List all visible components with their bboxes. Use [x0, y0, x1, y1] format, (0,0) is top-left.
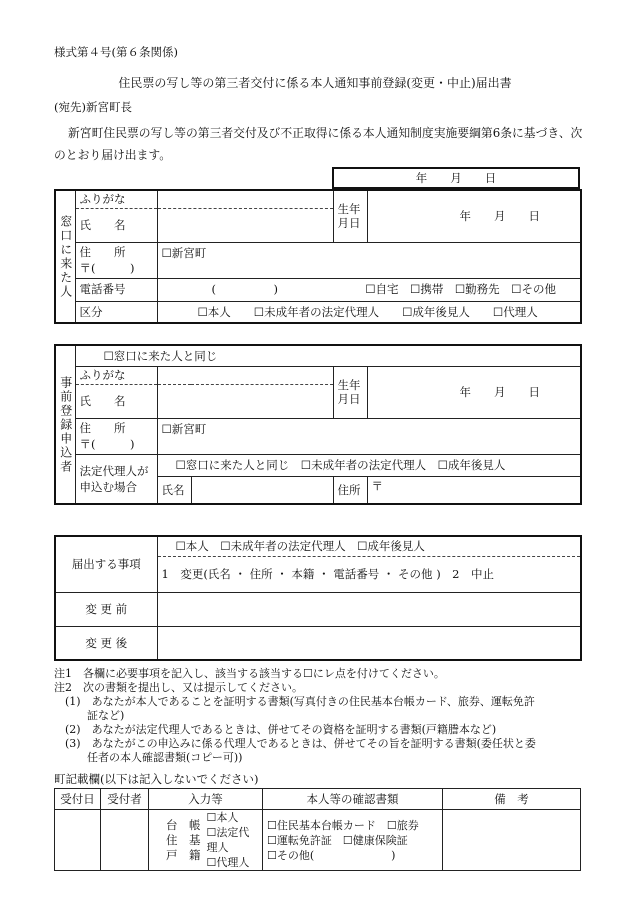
input-checks[interactable]: ☐本人 ☐法定代理人 ☐代理人: [205, 810, 263, 871]
after-change-label: 変 更 後: [55, 626, 157, 660]
report-target-checks[interactable]: ☐本人 ☐未成年者の法定代理人 ☐成年後見人: [157, 536, 581, 556]
section-registrant: [54, 344, 582, 505]
phone-paren: ( ): [211, 282, 278, 297]
name-field-2[interactable]: [157, 384, 333, 418]
address-field-2[interactable]: ☐新宮町: [157, 418, 581, 454]
col-id-docs: 本人等の確認書類: [263, 789, 443, 810]
name-field[interactable]: [157, 208, 333, 242]
address-label-2: 住 所 〒( ): [75, 418, 157, 454]
col-reception-date: 受付日: [55, 789, 101, 810]
receiver-field[interactable]: [101, 810, 149, 871]
furigana-label: ふりがな: [75, 190, 157, 208]
note-line: 注1 各欄に必要事項を記入し、該当する該当する☐にレ点を付けてください。: [54, 667, 445, 680]
category-checks[interactable]: ☐本人 ☐未成年者の法定代理人 ☐成年後見人 ☐代理人: [157, 301, 581, 323]
addressee: (宛先)新宮町長: [54, 100, 132, 114]
input-items: 台 帳 住 基 戸 籍: [149, 810, 205, 871]
before-change-field[interactable]: [157, 592, 581, 626]
col-remarks: 備 考: [443, 789, 581, 810]
reception-date-field[interactable]: [55, 810, 101, 871]
note-line: (3) あなたがこの申込みに係る代理人であるときは、併せてその旨を証明する書類(委任状と委: [54, 737, 536, 750]
legal-rep-checks[interactable]: ☐窓口に来た人と同じ ☐未成年者の法定代理人 ☐成年後見人: [157, 454, 581, 476]
address-label: 住 所 〒( ): [75, 242, 157, 278]
after-change-field[interactable]: [157, 626, 581, 660]
legal-rep-label: 法定代理人が申込む場合: [75, 454, 157, 504]
same-as-visitor-check[interactable]: ☐窓口に来た人と同じ: [75, 345, 581, 366]
section1-side-label: 窓口に来た人: [55, 190, 75, 323]
rep-name-label: 氏名: [157, 476, 191, 504]
note-line: (1) あなたが本人であることを証明する書類(写真付きの住民基本台帳カード、旅券、運転免許: [54, 695, 535, 708]
col-input: 入力等: [149, 789, 263, 810]
birth-date-field[interactable]: 年 月 日: [367, 190, 581, 242]
change-or-stop[interactable]: 1 変更(氏名 ・ 住所 ・ 本籍 ・ 電話番号 ・ その他 ) 2 中止: [157, 556, 581, 592]
section-window-visitor: [54, 189, 582, 324]
phone-label: 電話番号: [75, 278, 157, 301]
phone-field[interactable]: [157, 278, 581, 301]
note-line: 注2 次の書類を提出し、又は提示してください。: [54, 681, 303, 694]
notes: [54, 667, 594, 765]
rep-address-label: 住所: [333, 476, 367, 504]
name-label: 氏 名: [75, 208, 157, 242]
col-receiver: 受付者: [101, 789, 149, 810]
report-items-label: 届出する事項: [55, 536, 157, 592]
birth-date-field-2[interactable]: 年 月 日: [367, 366, 581, 418]
note-line: (2) あなたが法定代理人であるときは、併せてその資格を証明する書類(戸籍謄本など): [54, 723, 497, 736]
rep-name-field[interactable]: [191, 476, 333, 504]
phone-type-checks[interactable]: ☐自宅 ☐携帯 ☐勤務先 ☐その他: [365, 282, 556, 297]
before-change-label: 変 更 前: [55, 592, 157, 626]
section-report-items: [54, 535, 582, 661]
id-doc-checks[interactable]: ☐住民基本台帳カード ☐旅券 ☐運転免許証 ☐健康保険証 ☐その他( ): [263, 810, 443, 871]
rep-address-field[interactable]: 〒: [367, 476, 581, 504]
intro-text: 新宮町住民票の写し等の第三者交付及び不正取得に係る本人通知制度実施要綱第6条に基づき、次のとおり届け出ます。: [54, 126, 583, 162]
birth-label: 生年月日: [333, 190, 367, 242]
form-title: 住民票の写し等の第三者交付に係る本人通知事前登録(変更・中止)届出書: [118, 76, 512, 90]
address-field[interactable]: ☐新宮町: [157, 242, 581, 278]
section2-side-label: 事前登録申込者: [55, 345, 75, 504]
note-line: 証など): [54, 709, 125, 722]
furigana-field[interactable]: [157, 190, 333, 208]
birth-label-2: 生年月日: [333, 366, 367, 418]
name-label-2: 氏 名: [75, 384, 157, 418]
furigana-field-2[interactable]: [157, 366, 333, 384]
furigana-label-2: ふりがな: [75, 366, 157, 384]
category-label: 区分: [75, 301, 157, 323]
date-box: [332, 167, 580, 189]
office-use-heading: 町記載欄(以下は記入しないでください): [54, 772, 259, 786]
remarks-field[interactable]: [443, 810, 581, 871]
date-line: 年 月 日: [333, 168, 579, 188]
note-line: 任者の本人確認書類(コピー可)): [54, 751, 243, 764]
office-use-table: [54, 788, 581, 871]
form-number: 様式第４号(第６条関係): [54, 45, 178, 59]
